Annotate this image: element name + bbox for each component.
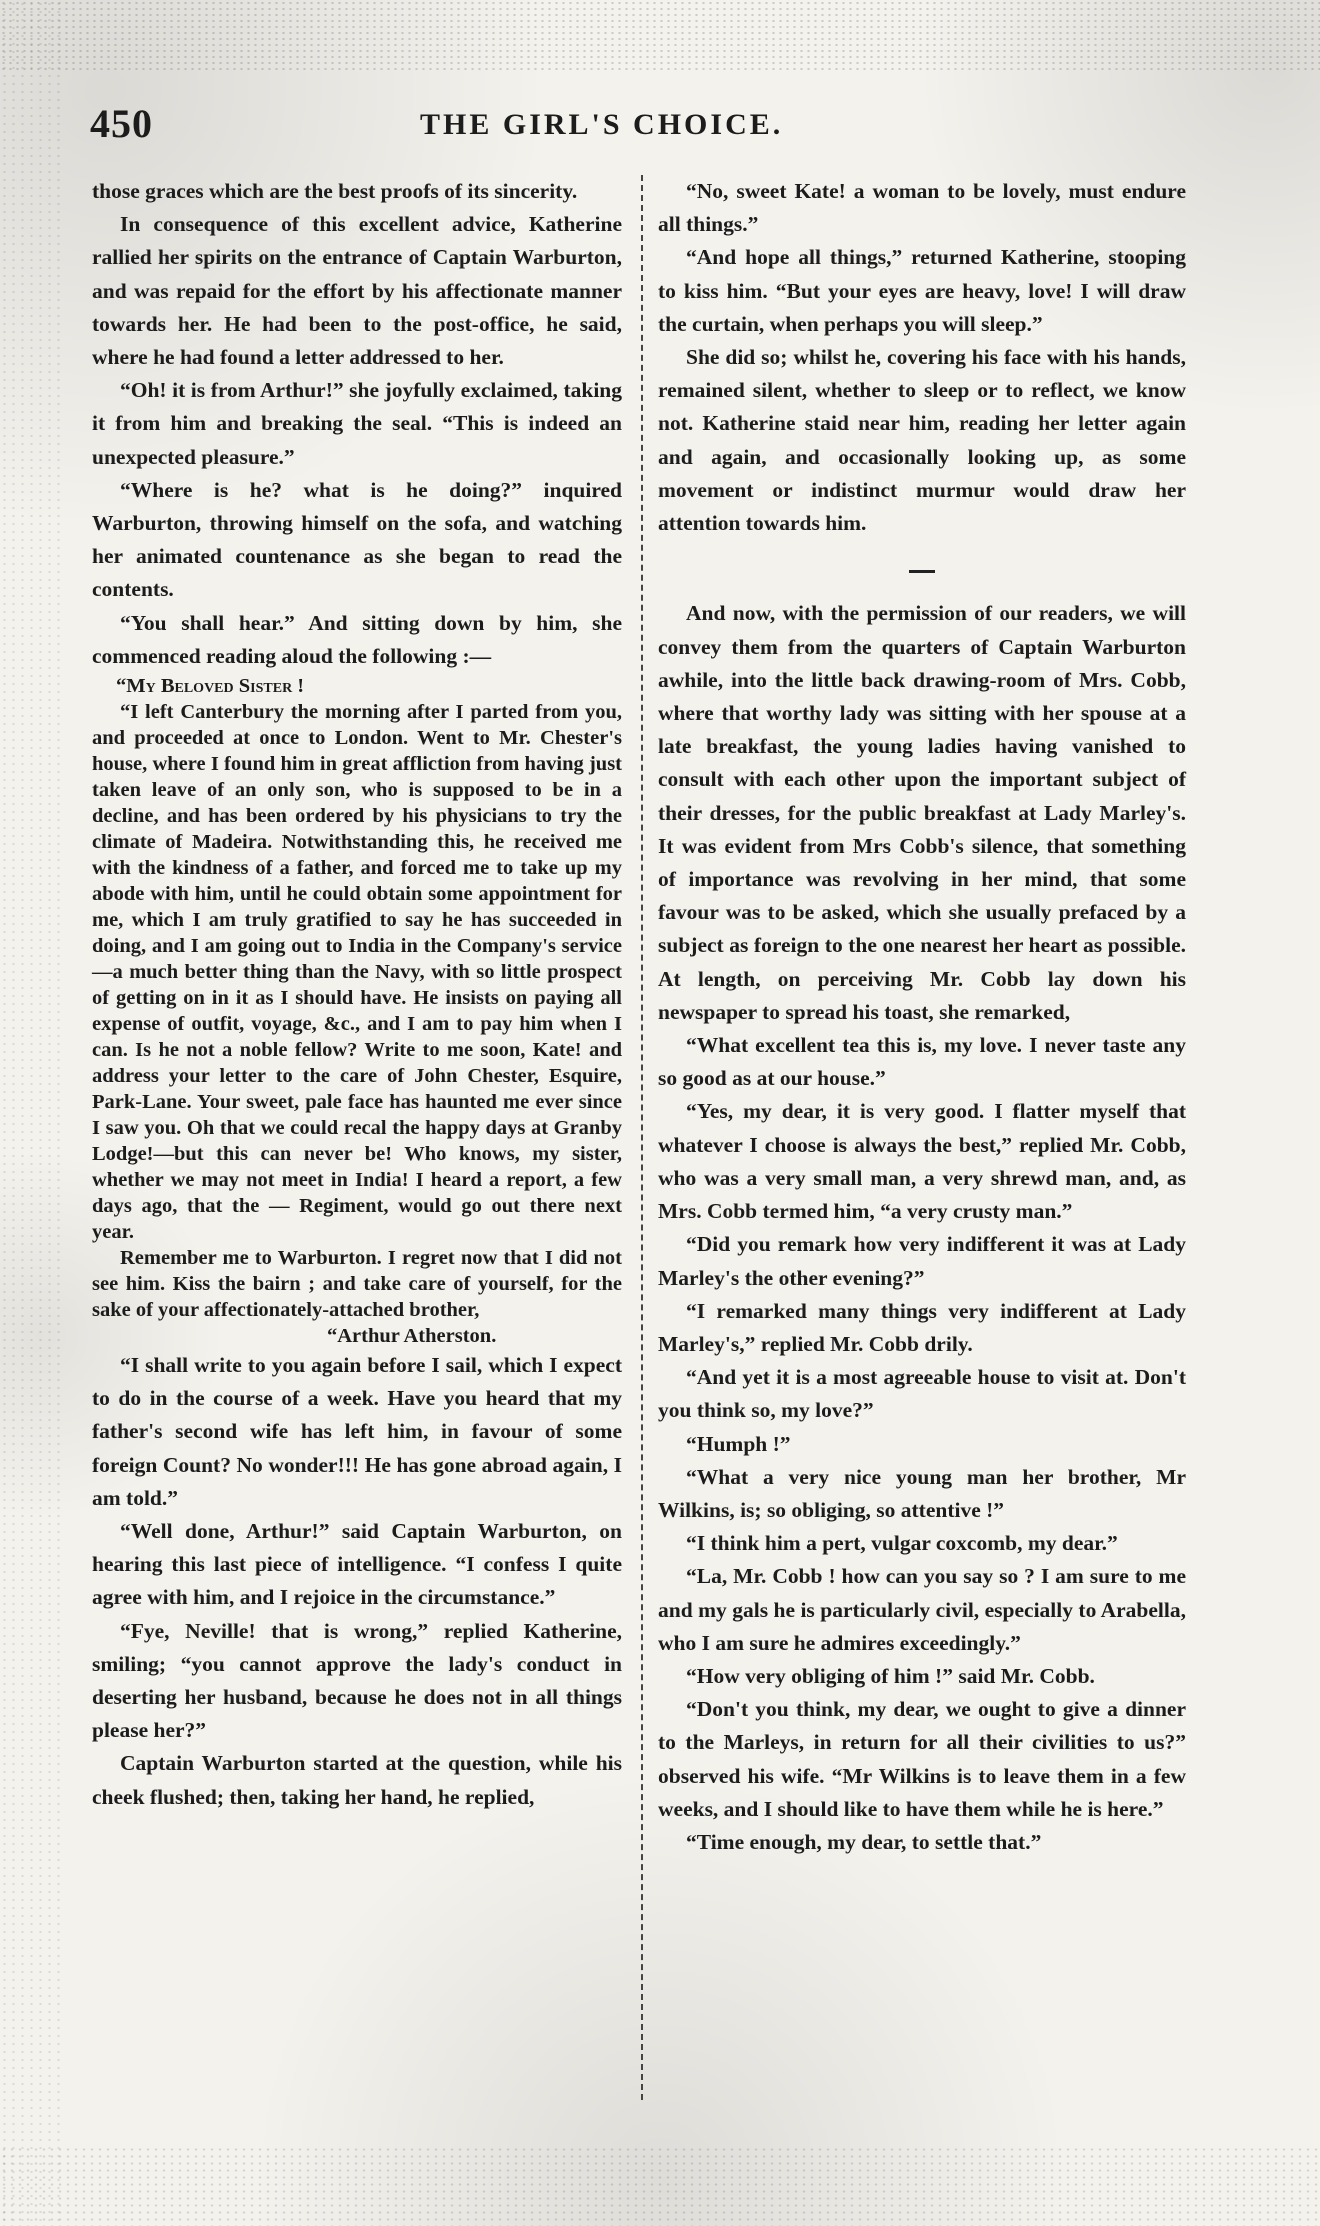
scan-noise-left bbox=[0, 0, 60, 2226]
paragraph: “You shall hear.” And sitting down by him, she commenced reading aloud the following :— bbox=[92, 610, 622, 668]
column-divider bbox=[641, 175, 643, 2100]
paragraph: “La, Mr. Cobb ! how can you say so ? I am sure to me and my gals he is particularly civil, especially to Arabella, who I am sure he admires exceedingly.” bbox=[658, 1564, 1186, 1655]
letter-salutation: “My Beloved Sister ! bbox=[116, 675, 305, 698]
paragraph: She did so; whilst he, covering his face with his hands, remained silent, whether to sleep or to reflect, we know not. Katherine staid near him, reading her letter again and again, and occasionally looking up, as some movement or indistinct murmur would draw her attention towards him. bbox=[658, 345, 1186, 536]
section-break-rule bbox=[658, 550, 1186, 583]
paragraph: “And hope all things,” returned Katherine, stooping to kiss him. “But your eyes are heavy, love! I will draw the curtain, when perhaps you will sleep.” bbox=[658, 245, 1186, 336]
paragraph: “Time enough, my dear, to settle that.” bbox=[686, 1829, 1042, 1854]
paragraph: “I think him a pert, vulgar coxcomb, my dear.” bbox=[686, 1531, 1118, 1556]
paragraph: “What excellent tea this is, my love. I never taste any so good as at our house.” bbox=[658, 1033, 1186, 1091]
paragraph: “Yes, my dear, it is very good. I flatter myself that whatever I choose is always the best,” replied Mr. Cobb, who was a very small man, a very shrewd man, and, as Mrs. Cobb termed him, “a very crusty man.” bbox=[658, 1099, 1186, 1224]
paragraph: “No, sweet Kate! a woman to be lovely, must endure all things.” bbox=[658, 179, 1186, 237]
paragraph: “Where is he? what is he doing?” inquired Warburton, throwing himself on the sofa, and watching her animated countenance as she began to read the contents. bbox=[92, 477, 622, 602]
paragraph: “Did you remark how very indifferent it was at Lady Marley's the other evening?” bbox=[658, 1232, 1186, 1290]
paragraph: those graces which are the best proofs of its sincerity. bbox=[92, 179, 578, 203]
paragraph: Captain Warburton started at the question, while his cheek flushed; then, taking her hand, he replied, bbox=[92, 1751, 622, 1809]
running-title: THE GIRL'S CHOICE. bbox=[420, 108, 784, 141]
right-column bbox=[658, 175, 1186, 1859]
paragraph: In consequence of this excellent advice, Katherine rallied her spirits on the entrance of Captain Warburton, and was repaid for the effort by his affectionate manner towards her. He had been to the post-office, he said, where he had found a letter addressed to her. bbox=[92, 212, 622, 370]
letter-text bbox=[92, 673, 622, 1349]
letter-paragraph: “I left Canterbury the morning after I parted from you, and proceeded at once to London. Went to Mr. Chester's house, where I found him in great affliction from having just taken leave of an only son, who is supposed to be in a decline, and has been ordered by his physicians to try the climate of Madeira. Notwithstanding this, he received me with the kindness of a father, and forced me to take up my abode with him, until he could obtain some appointment for me, which I am truly gratified to say he has succeeded in doing, and I am going out to India in the Company's service—a much better thing than the Navy, with so little prospect of getting on in it as I should have. He insists on paying all expense of outfit, voyage, &c., and I am to pay him when I can. Is he not a noble fellow? Write to me soon, Kate! and address your letter to the care of John Chester, Esquire, Park-Lane. Your sweet, pale face has haunted me ever since I saw you. Oh that we could recal the happy days at Granby Lodge!—but this can never be! Who knows, my sister, whether we may not meet in India! I heard a report, a few days ago, that the — Regiment, would go out there next year. bbox=[92, 701, 622, 1244]
scan-noise-bottom bbox=[0, 2146, 1320, 2226]
paragraph: “Well done, Arthur!” said Captain Warburton, on hearing this last piece of intelligence. “I confess I quite agree with him, and I rejoice in the circumstance.” bbox=[92, 1519, 622, 1610]
paragraph: “Don't you think, my dear, we ought to give a dinner to the Marleys, in return for all their civilities to us?” observed his wife. “Mr Wilkins is to leave them in a few weeks, and I should like to have them while he is here.” bbox=[658, 1697, 1186, 1821]
page-number: 450 bbox=[90, 101, 153, 146]
paragraph: “Humph !” bbox=[686, 1431, 791, 1456]
scan-noise-top bbox=[0, 0, 1320, 70]
paragraph: “Oh! it is from Arthur!” she joyfully exclaimed, taking it from him and breaking the seal. “This is indeed an unexpected pleasure.” bbox=[92, 378, 622, 469]
letter-signature: “Arthur Atherston. bbox=[327, 1325, 497, 1348]
paragraph: “And yet it is a most agreeable house to visit at. Don't you think so, my love?” bbox=[658, 1365, 1186, 1423]
paragraph: And now, with the permission of our readers, we will convey them from the quarters of Captain Warburton awhile, into the little back drawing-room of Mrs. Cobb, where that worthy lady was sitting with her spouse at a late breakfast, the young ladies having vanished to consult with each other upon the important subject of their dresses, for the public breakfast at Lady Marley's. It was evident from Mrs Cobb's silence, that something of importance was revolving in her mind, that some favour was to be asked, which she usually prefaced by a subject as foreign to the one nearest her heart as possible. At length, on perceiving Mr. Cobb lay down his newspaper to spread his toast, she remarked, bbox=[658, 601, 1186, 1024]
paragraph: “How very obliging of him !” said Mr. Cobb. bbox=[686, 1663, 1095, 1688]
page-header bbox=[90, 100, 1200, 150]
paragraph: “Fye, Neville! that is wrong,” replied Katherine, smiling; “you cannot approve the lady's conduct in deserting her husband, because he does not in all things please her?” bbox=[92, 1618, 622, 1743]
paragraph: “What a very nice young man her brother, Mr Wilkins, is; so obliging, so attentive !” bbox=[658, 1464, 1186, 1522]
letter-paragraph: Remember me to Warburton. I regret now that I did not see him. Kiss the bairn ; and take care of yourself, for the sake of your affectionately-attached brother, bbox=[92, 1247, 622, 1322]
paragraph: “I shall write to you again before I sail, which I expect to do in the course of a week. Have you heard that my father's second wife has left him, in favour of some foreign Count? No wonder!!! He has gone abroad again, I am told.” bbox=[92, 1353, 622, 1510]
paragraph: “I remarked many things very indifferent at Lady Marley's,” replied Mr. Cobb drily. bbox=[658, 1298, 1186, 1356]
left-column bbox=[92, 175, 622, 1814]
